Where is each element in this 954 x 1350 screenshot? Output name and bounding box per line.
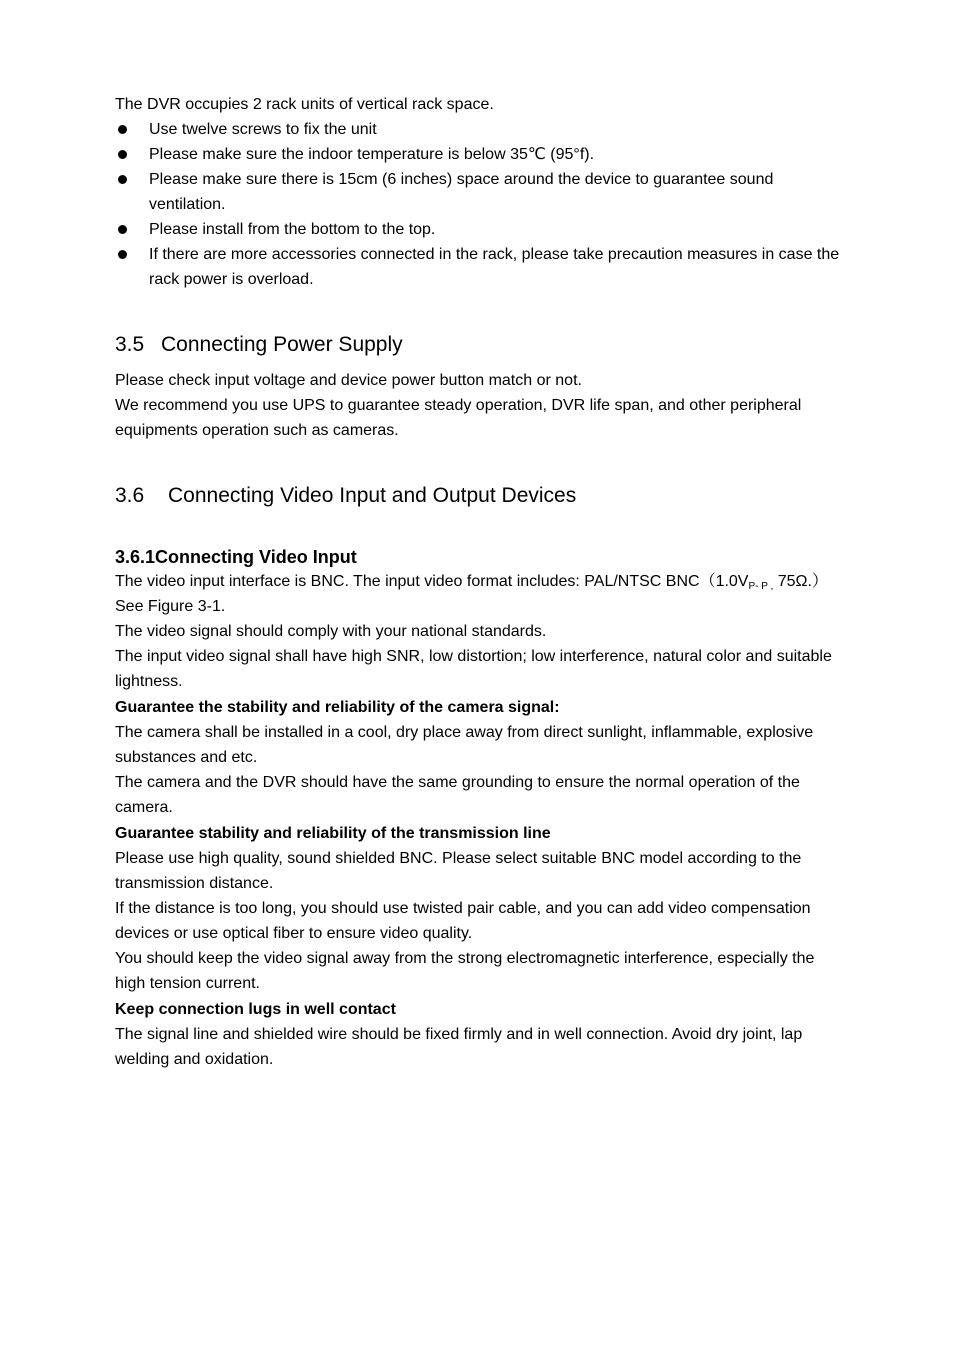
bullet-text: Please make sure there is 15cm (6 inches) space around the device to guarantee sound ventilation. — [149, 171, 774, 213]
transmission-line-subheading: Guarantee stability and reliability of the transmission line — [115, 825, 551, 842]
lugs-subheading: Keep connection lugs in well contact — [115, 1001, 396, 1018]
section-3-5-heading — [115, 331, 845, 359]
video-input-paragraph — [115, 569, 845, 619]
bullet-item — [115, 117, 845, 142]
section-number: 3.5 — [115, 333, 145, 356]
camera-signal-subheading: Guarantee the stability and reliability of the camera signal: — [115, 699, 560, 716]
grounding-paragraph: The camera and the DVR should have the same grounding to ensure the normal operation of the camera. — [115, 774, 800, 816]
camera-location-paragraph: The camera shall be installed in a cool, dry place away from direct sunlight, inflammable, explosive substances and etc. — [115, 724, 814, 766]
rack-install-bullets — [115, 117, 845, 292]
bullet-dot-icon — [118, 125, 127, 134]
bullet-dot-icon — [118, 250, 127, 259]
power-paragraph-1: Please check input voltage and device power button match or not. — [115, 372, 582, 389]
video-input-text-post: 75Ω.） See Figure 3-1. — [115, 573, 828, 615]
bullet-text: Please install from the bottom to the top. — [149, 221, 436, 238]
section-number: 3.6.1 — [115, 547, 156, 567]
bullet-text: Use twelve screws to fix the unit — [149, 121, 377, 138]
document-page — [115, 92, 845, 1072]
standards-paragraph: The video signal should comply with your national standards. — [115, 623, 547, 640]
bullet-item — [115, 242, 845, 292]
bullet-text: If there are more accessories connected in the rack, please take precaution measures in case the rack power is overload. — [149, 246, 840, 288]
bullet-dot-icon — [118, 150, 127, 159]
voltage-subscript: P- P , — [748, 581, 774, 592]
intro-text: The DVR occupies 2 rack units of vertical rack space. — [115, 96, 494, 113]
bullet-item — [115, 167, 845, 217]
bullet-item — [115, 142, 845, 167]
section-number: 3.6 — [115, 484, 145, 507]
power-paragraph-2: We recommend you use UPS to guarantee steady operation, DVR life span, and other peripheral equipments operation such as cameras. — [115, 397, 802, 439]
bullet-dot-icon — [118, 225, 127, 234]
section-3-6-heading — [115, 482, 845, 510]
bullet-item — [115, 217, 845, 242]
section-title: Connecting Power Supply — [161, 333, 403, 356]
lugs-paragraph: The signal line and shielded wire should be fixed firmly and in well connection. Avoid dry joint, lap welding and oxidation. — [115, 1026, 803, 1068]
section-title: Connecting Video Input — [155, 547, 357, 567]
video-input-text-pre: The video input interface is BNC. The input video format includes: PAL/NTSC BNC（1.0V — [115, 573, 749, 590]
twisted-pair-paragraph: If the distance is too long, you should use twisted pair cable, and you can add video compensation devices or use optical fiber to ensure video quality. — [115, 900, 811, 942]
bullet-dot-icon — [118, 175, 127, 184]
bullet-text: Please make sure the indoor temperature is below 35℃ (95°f). — [149, 146, 595, 163]
section-title: Connecting Video Input and Output Devices — [168, 484, 577, 507]
section-3-6-1-heading — [115, 545, 845, 569]
snr-paragraph: The input video signal shall have high SNR, low distortion; low interference, natural color and suitable lightness. — [115, 648, 832, 690]
bnc-paragraph: Please use high quality, sound shielded BNC. Please select suitable BNC model according to the transmission distance. — [115, 850, 802, 892]
emi-paragraph: You should keep the video signal away from the strong electromagnetic interference, especially the high tension current. — [115, 950, 815, 992]
